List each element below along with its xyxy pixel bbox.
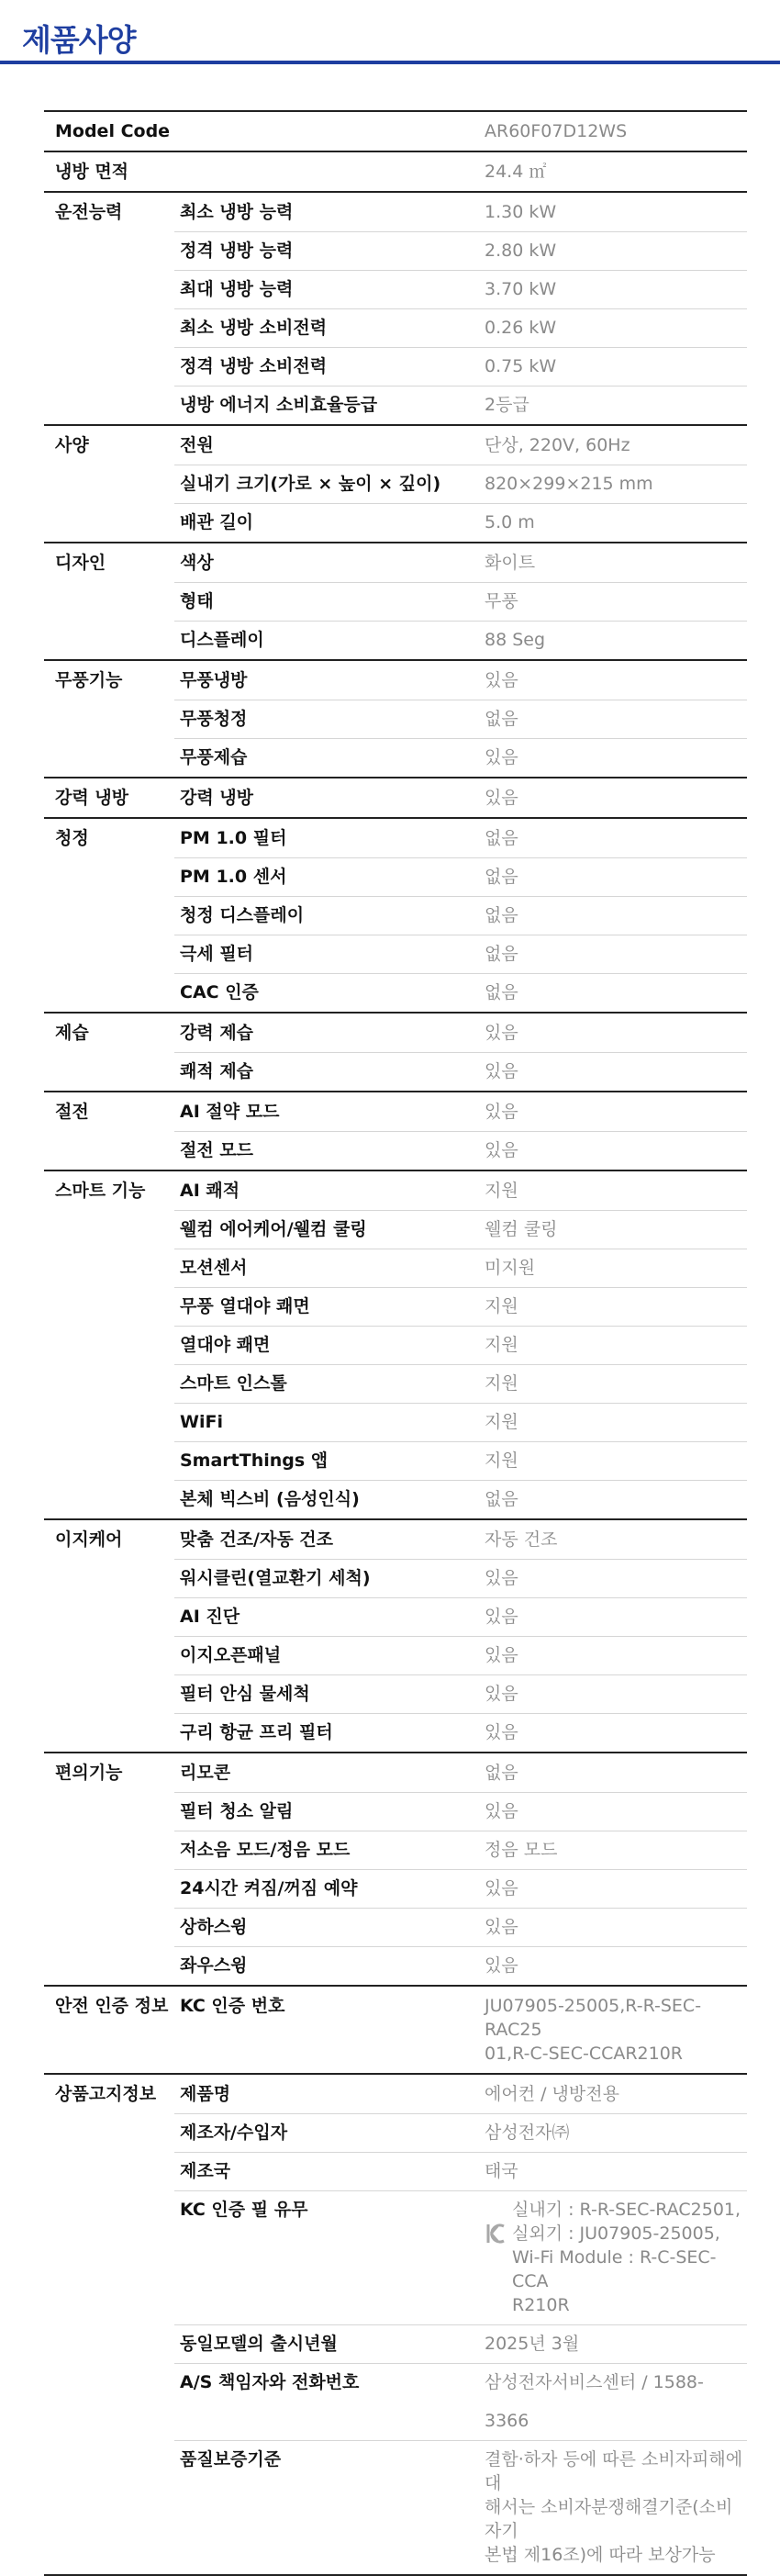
spec-value: 지원	[485, 1373, 518, 1394]
spec-group	[44, 151, 747, 191]
spec-value-line: 본법 제16조)에 따라 보상가능	[485, 2545, 716, 2565]
spec-row	[44, 1287, 747, 1326]
spec-label: 제조국	[180, 2161, 231, 2181]
spec-row	[44, 1713, 747, 1752]
spec-category: 절전	[55, 1102, 89, 1122]
spec-value: 자동 건조	[485, 1529, 558, 1550]
spec-value: 에어컨 / 냉방전용	[485, 2084, 619, 2104]
spec-label: 청정 디스플레이	[180, 905, 305, 925]
spec-group	[44, 1985, 747, 2073]
spec-label: PM 1.0 필터	[180, 828, 287, 848]
spec-category: 운전능력	[55, 202, 123, 222]
spec-label: Model Code	[55, 121, 171, 141]
spec-row	[44, 2440, 747, 2574]
spec-value: 있음	[485, 670, 518, 690]
spec-value: 0.75 kW	[485, 356, 557, 376]
spec-label: 실내기 크기(가로 × 높이 × 깊이)	[180, 474, 441, 494]
title-underline	[0, 61, 780, 64]
spec-group	[44, 1752, 747, 1985]
spec-value: 2025년 3월	[485, 2334, 580, 2354]
spec-row	[44, 426, 747, 465]
spec-value: 없음	[485, 1489, 518, 1509]
spec-row	[44, 896, 747, 935]
spec-value: 없음	[485, 867, 518, 887]
spec-label: 형태	[180, 591, 214, 611]
spec-label: 열대야 쾌면	[180, 1335, 271, 1355]
spec-label: 제조자/수입자	[180, 2122, 288, 2143]
spec-category: 안전 인증 정보	[55, 1996, 169, 2016]
spec-value	[470, 1987, 747, 2073]
spec-row	[44, 1520, 747, 1559]
spec-label: 상하스윙	[180, 1917, 248, 1937]
spec-label: 배관 길이	[180, 512, 254, 532]
spec-row	[44, 819, 747, 857]
spec-value: 태국	[485, 2161, 518, 2181]
spec-row	[44, 1831, 747, 1869]
spec-value: 1.30 kW	[485, 202, 557, 222]
spec-label: 리모콘	[180, 1763, 231, 1783]
spec-row	[44, 270, 747, 308]
spec-value: 지원	[485, 1450, 518, 1471]
spec-label: 웰컴 에어케어/웰컴 쿨링	[180, 1219, 367, 1239]
spec-value: 24.4 ㎡	[485, 162, 547, 182]
spec-value: 없음	[485, 828, 518, 848]
spec-label: 맞춤 건조/자동 건조	[180, 1529, 334, 1550]
spec-label: WiFi	[180, 1412, 223, 1432]
spec-row	[44, 503, 747, 542]
spec-row	[44, 1792, 747, 1831]
spec-label: 최소 냉방 소비전력	[180, 318, 328, 338]
spec-value: 무풍	[485, 591, 518, 611]
spec-value: 5.0 m	[485, 512, 535, 532]
spec-row	[44, 231, 747, 270]
spec-label: 정격 냉방 소비전력	[180, 356, 328, 376]
spec-row	[44, 1014, 747, 1052]
spec-row	[44, 465, 747, 503]
spec-value: 지원	[485, 1412, 518, 1432]
spec-row	[44, 1753, 747, 1792]
spec-value: 없음	[485, 944, 518, 964]
spec-row	[44, 1171, 747, 1210]
spec-row	[44, 1249, 747, 1287]
spec-label: 디스플레이	[180, 630, 264, 650]
spec-group	[44, 777, 747, 817]
spec-category: 무풍기능	[55, 670, 123, 690]
kc-mark-icon	[485, 2222, 508, 2246]
spec-label: 정격 냉방 능력	[180, 241, 294, 261]
spec-value: 있음	[485, 788, 518, 808]
spec-category: 이지케어	[55, 1529, 123, 1550]
spec-label: 최대 냉방 능력	[180, 279, 294, 299]
spec-category: 편의기능	[55, 1763, 123, 1783]
spec-value-line: 해서는 소비자분쟁해결기준(소비자기	[485, 2497, 733, 2541]
spec-group	[44, 191, 747, 424]
spec-group	[44, 542, 747, 659]
spec-row	[44, 1559, 747, 1597]
spec-label: PM 1.0 센서	[180, 867, 287, 887]
spec-value: 있음	[485, 747, 518, 767]
spec-value: AR60F07D12WS	[485, 121, 628, 141]
spec-label: AI 절약 모드	[180, 1102, 280, 1122]
page-header	[0, 0, 780, 64]
spec-row	[44, 1210, 747, 1249]
spec-label: KC 인증 번호	[180, 1996, 285, 2016]
spec-row	[44, 778, 747, 817]
spec-group	[44, 659, 747, 777]
spec-value: 있음	[485, 1607, 518, 1627]
spec-row	[44, 661, 747, 700]
spec-value: 지원	[485, 1296, 518, 1316]
spec-group	[44, 1518, 747, 1752]
spec-row	[44, 2363, 747, 2440]
spec-label: 좌우스윙	[180, 1955, 248, 1976]
spec-row	[44, 1946, 747, 1985]
spec-label: KC 인증 필 유무	[180, 2200, 308, 2220]
spec-label: A/S 책임자와 전화번호	[180, 2372, 360, 2392]
spec-category: 디자인	[55, 553, 106, 573]
spec-value: 있음	[485, 1140, 518, 1160]
spec-group	[44, 2073, 747, 2574]
spec-label: SmartThings 앱	[180, 1450, 329, 1471]
spec-category: 상품고지정보	[55, 2084, 157, 2104]
spec-value: 3.70 kW	[485, 279, 557, 299]
spec-label: 강력 냉방	[180, 788, 254, 808]
spec-row	[44, 347, 747, 386]
spec-row	[44, 2190, 747, 2324]
spec-value: 없음	[485, 709, 518, 729]
spec-label: 최소 냉방 능력	[180, 202, 294, 222]
spec-label: 동일모델의 출시년월	[180, 2334, 338, 2354]
spec-value: 있음	[485, 1801, 518, 1821]
spec-group	[44, 1012, 747, 1091]
spec-value	[470, 2440, 747, 2574]
spec-value-line: JU07905-25005,R-R-SEC-RAC25	[485, 1996, 702, 2040]
spec-label: 쾌적 제습	[180, 1061, 254, 1081]
spec-value: 삼성전자서비스센터 / 1588-3366	[485, 2372, 704, 2431]
spec-label: 필터 청소 알림	[180, 1801, 294, 1821]
spec-row	[44, 2075, 747, 2113]
spec-value: 없음	[485, 1763, 518, 1783]
spec-label: 필터 안심 물세척	[180, 1684, 310, 1704]
spec-label: 제품명	[180, 2084, 231, 2104]
spec-label: 워시클린(열교환기 세척)	[180, 1568, 371, 1588]
spec-row	[44, 2324, 747, 2363]
spec-table	[44, 110, 747, 2576]
spec-value-line: 01,R-C-SEC-CCAR210R	[485, 2044, 684, 2064]
spec-value: 지원	[485, 1181, 518, 1201]
spec-value: 삼성전자㈜	[485, 2122, 570, 2143]
spec-value: 정음 모드	[485, 1840, 558, 1860]
spec-value: 2.80 kW	[485, 241, 557, 261]
spec-row	[44, 935, 747, 973]
spec-label: CAC 인증	[180, 982, 259, 1002]
spec-value: 있음	[485, 1722, 518, 1742]
spec-row	[44, 1636, 747, 1674]
spec-value: 웰컴 쿨링	[485, 1219, 558, 1239]
spec-row	[44, 973, 747, 1012]
spec-row	[44, 386, 747, 424]
spec-value: 미지원	[485, 1258, 536, 1278]
spec-value: 있음	[485, 1023, 518, 1043]
spec-row	[44, 1403, 747, 1441]
spec-value: 있음	[485, 1645, 518, 1665]
spec-row	[44, 308, 747, 347]
spec-row	[44, 1441, 747, 1480]
spec-row	[44, 1364, 747, 1403]
spec-row	[44, 738, 747, 777]
spec-row	[44, 2113, 747, 2152]
spec-value: 있음	[485, 1102, 518, 1122]
spec-row	[44, 1092, 747, 1131]
spec-value: 있음	[485, 1568, 518, 1588]
spec-label: 강력 제습	[180, 1023, 254, 1043]
spec-row	[44, 112, 747, 151]
spec-row	[44, 152, 747, 191]
spec-label: 무풍 열대야 쾌면	[180, 1296, 310, 1316]
spec-row	[44, 2152, 747, 2190]
spec-group	[44, 817, 747, 1012]
spec-value: 단상, 220V, 60Hz	[485, 435, 630, 455]
spec-label: 냉방 에너지 소비효율등급	[180, 395, 378, 415]
kc-value	[470, 2190, 747, 2324]
spec-label: 본체 빅스비 (음성인식)	[180, 1489, 360, 1509]
spec-value-line: Wi-Fi Module : R-C-SEC-CCA	[512, 2247, 717, 2291]
spec-row	[44, 1869, 747, 1908]
spec-category: 강력 냉방	[55, 788, 129, 808]
spec-value: 화이트	[485, 553, 536, 573]
spec-label: 모션센서	[180, 1258, 248, 1278]
spec-value: 0.26 kW	[485, 318, 557, 338]
spec-row	[44, 1908, 747, 1946]
spec-row	[44, 621, 747, 659]
spec-label: 스마트 인스톨	[180, 1373, 287, 1394]
spec-group	[44, 1170, 747, 1518]
spec-label: AI 진단	[180, 1607, 240, 1627]
spec-value-line: 실내기 : R-R-SEC-RAC2501,	[512, 2200, 741, 2220]
spec-group	[44, 1091, 747, 1170]
spec-group	[44, 424, 747, 542]
spec-row	[44, 1674, 747, 1713]
spec-label: 품질보증기준	[180, 2449, 282, 2470]
spec-value: 없음	[485, 905, 518, 925]
spec-row	[44, 1987, 747, 2073]
spec-value: 820×299×215 mm	[485, 474, 653, 494]
spec-row	[44, 193, 747, 231]
spec-value: 있음	[485, 1917, 518, 1937]
spec-label: 무풍청정	[180, 709, 248, 729]
spec-group	[44, 110, 747, 151]
spec-label: 이지오픈패널	[180, 1645, 282, 1665]
spec-category: 제습	[55, 1023, 89, 1043]
spec-label: 절전 모드	[180, 1140, 254, 1160]
spec-value-line: 결함·하자 등에 따른 소비자피해에 대	[485, 2449, 743, 2493]
spec-value: 있음	[485, 1878, 518, 1898]
spec-label: 무풍냉방	[180, 670, 248, 690]
spec-label: 냉방 면적	[55, 162, 129, 182]
spec-row	[44, 1131, 747, 1170]
spec-value-line: R210R	[512, 2295, 570, 2315]
spec-row	[44, 1326, 747, 1364]
spec-value: 2등급	[485, 395, 529, 415]
spec-row	[44, 582, 747, 621]
spec-value-line: 실외기 : JU07905-25005,	[512, 2223, 720, 2244]
spec-row	[44, 1597, 747, 1636]
spec-row	[44, 857, 747, 896]
spec-value: 있음	[485, 1955, 518, 1976]
spec-label: AI 쾌적	[180, 1181, 240, 1201]
spec-label: 구리 항균 프리 필터	[180, 1722, 333, 1742]
spec-value: 있음	[485, 1684, 518, 1704]
page-title: 제품사양	[22, 22, 136, 58]
spec-value: 지원	[485, 1335, 518, 1355]
spec-row	[44, 1052, 747, 1091]
spec-value: 88 Seg	[485, 630, 546, 650]
spec-category: 청정	[55, 828, 89, 848]
spec-label: 무풍제습	[180, 747, 248, 767]
spec-value: 없음	[485, 982, 518, 1002]
spec-row	[44, 700, 747, 738]
spec-value: 있음	[485, 1061, 518, 1081]
spec-category: 스마트 기능	[55, 1181, 146, 1201]
spec-label: 색상	[180, 553, 214, 573]
spec-label: 극세 필터	[180, 944, 254, 964]
spec-label: 저소음 모드/정음 모드	[180, 1840, 351, 1860]
spec-row	[44, 1480, 747, 1518]
spec-row	[44, 543, 747, 582]
spec-label: 24시간 켜짐/꺼짐 예약	[180, 1878, 358, 1898]
spec-category: 사양	[55, 435, 89, 455]
spec-label: 전원	[180, 435, 214, 455]
